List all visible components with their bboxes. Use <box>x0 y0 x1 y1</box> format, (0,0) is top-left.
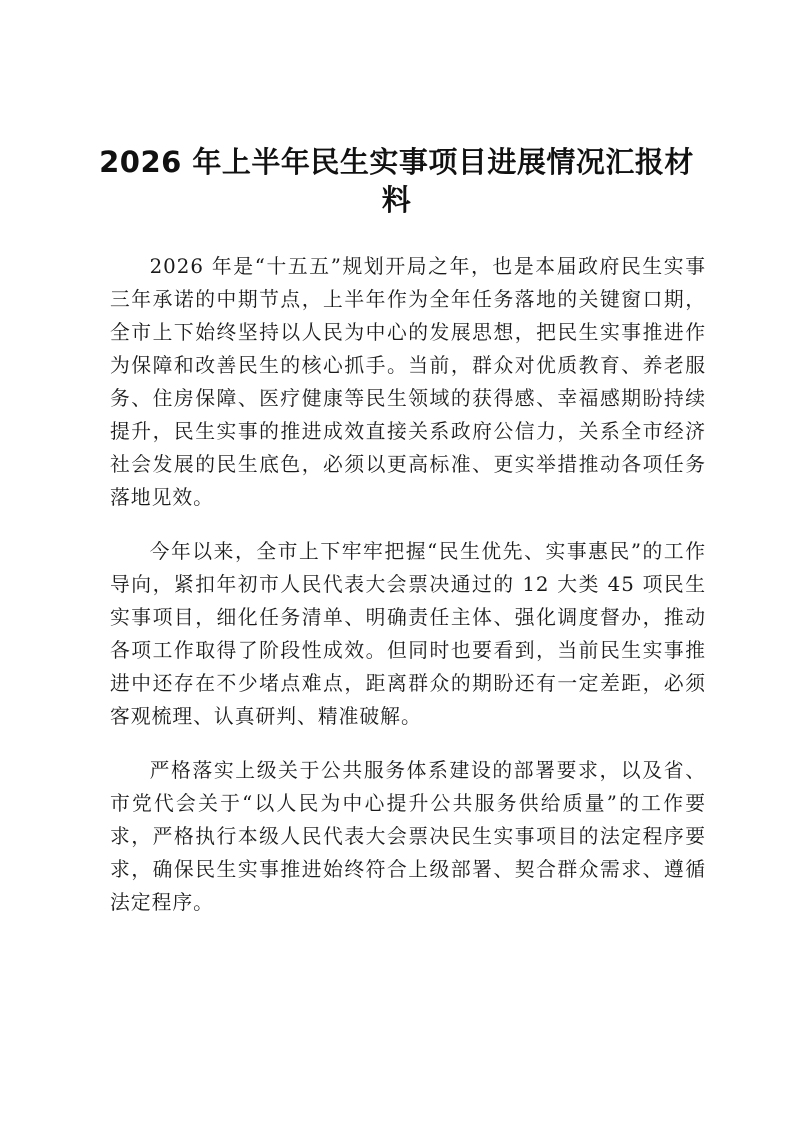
paragraph-2: 今年以来，全市上下牢牢把握“民生优先、实事惠民”的工作导向，紧扣年初市人民代表大会票决通过的 12 大类 45 项民生实事项目，细化任务清单、明确责任主体、强化调度督办，推动各项工作取得了阶段性成效。但同时也要看到，当前民生实事推进中还存在不少堵点难点，距离群众的期盼还有一定差距，必须客观梳理、认真研判、精准破解。 <box>110 540 706 728</box>
paragraph-1: 2026 年是“十五五”规划开局之年，也是本届政府民生实事三年承诺的中期节点，上半年作为全年任务落地的关键窗口期，全市上下始终坚持以人民为中心的发展思想，把民生实事推进作为保障和改善民生的核心抓手。当前，群众对优质教育、养老服务、住房保障、医疗健康等民生领域的获得感、幸福感期盼持续提升，民生实事的推进成效直接关系政府公信力，关系全市经济社会发展的民生底色，必须以更高标准、更实举措推动各项任务落地见效。 <box>110 255 706 509</box>
document-body <box>110 250 706 940</box>
document-title: 2026 年上半年民生实事项目进展情况汇报材料 <box>99 145 694 217</box>
paragraph-3: 严格落实上级关于公共服务体系建设的部署要求，以及省、市党代会关于“以人民为中心提升公共服务供给质量”的工作要求，严格执行本级人民代表大会票决民生实事项目的法定程序要求，确保民生实事推进始终符合上级部署、契合群众需求、遵循法定程序。 <box>110 759 706 914</box>
